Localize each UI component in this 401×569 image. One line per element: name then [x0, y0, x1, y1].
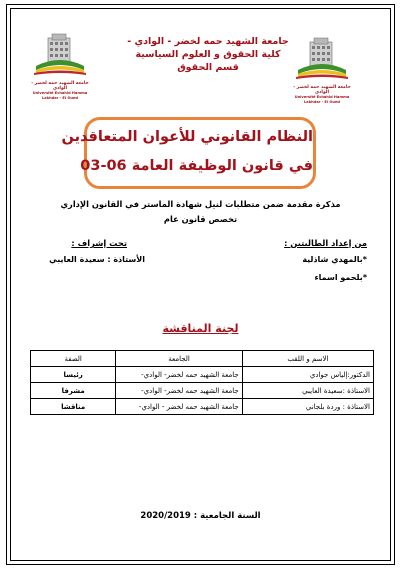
- header-university: الجامعة: [116, 351, 242, 367]
- logo-caption-ar: جامعة الشهيد حمه لخضر - الوادي: [293, 85, 351, 95]
- jury-header-row: [31, 351, 374, 367]
- table-row: [31, 367, 374, 383]
- students-label: من إعداد الطالبتين :: [284, 238, 367, 248]
- logo-caption-left: [25, 81, 95, 101]
- logo-caption-ar: جامعة الشهيد حمه لخضر - الوادي: [31, 81, 89, 91]
- jury-member-name: الدكتور:إلياس جوادي: [242, 367, 373, 383]
- student-name-1: *بالمهدي شاذلية: [302, 255, 367, 264]
- jury-member-name: الاستاذة :سعيدة العايبي: [242, 383, 373, 399]
- degree-statement: مذكرة مقدمة ضمن متطلبات لنيل شهادة الماستر في القانون الإداري: [60, 199, 341, 209]
- thesis-title-box: [61, 117, 316, 189]
- supervisor-label: تحت إشراف :: [71, 238, 127, 248]
- university-name: جامعة الشهيد حمه لخضر - الوادي -: [127, 36, 289, 47]
- logo-caption-fr: Université Echahid Hamma Lakhdar - El Oued: [294, 95, 350, 104]
- academic-year: السنة الجامعية : 2020/2019: [140, 511, 261, 521]
- table-row: [31, 399, 374, 415]
- university-logo-right: [296, 36, 348, 86]
- logo-caption-fr: Université Echahid Hamma Lakhdar - El Oued: [32, 91, 88, 100]
- jury-member-university: جامعة الشهيد حمه لخضر- الوادي-: [116, 383, 242, 399]
- supervisor-name: الأستاذة : سعيدة العايبي: [49, 255, 145, 264]
- specialization: تخصص قانون عام: [163, 214, 238, 224]
- header-name: الاسم و اللقب: [242, 351, 373, 367]
- thesis-title-line1: النظام القانوني للأعوان المتعاقدين: [61, 129, 313, 145]
- thesis-title-line2: في قانون الوظيفة العامة 06-03: [80, 158, 313, 174]
- student-name-2: *بلحمو اسماء: [314, 273, 367, 282]
- jury-member-university: جامعة الشهيد حمه لخضر- الوادي-: [116, 367, 242, 383]
- jury-member-name: الاستاذة : وردة بلجاني: [242, 399, 373, 415]
- jury-table: [30, 350, 374, 415]
- faculty-name: كلية الحقوق و العلوم السياسية: [135, 49, 281, 60]
- jury-member-university: جامعة الشهيد حمه لخضر - الوادي-: [116, 399, 242, 415]
- university-logo-left: [34, 32, 86, 82]
- jury-member-role: رئيسا: [31, 367, 116, 383]
- department-name: قسم الحقوق: [177, 62, 239, 73]
- jury-member-role: مناقشا: [31, 399, 116, 415]
- jury-member-role: مشرفا: [31, 383, 116, 399]
- jury-title: لجنة المناقشة: [162, 322, 239, 335]
- table-row: [31, 383, 374, 399]
- logo-caption-right: [287, 85, 357, 105]
- header-role: الصفة: [31, 351, 116, 367]
